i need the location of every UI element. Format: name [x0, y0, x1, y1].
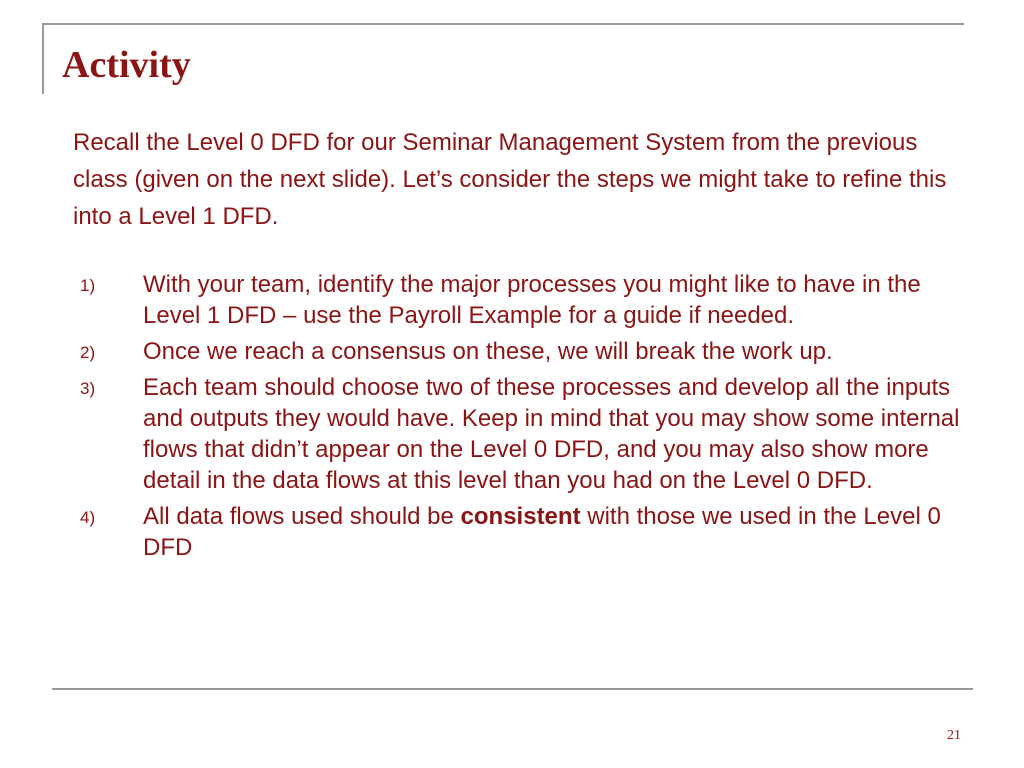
step-text-after: with those we used in the Level 0 DFD — [143, 503, 941, 561]
step-text-before: All data flows used should be — [143, 503, 461, 530]
step-text-emphasis: consistent — [460, 503, 581, 530]
list-item — [80, 501, 960, 563]
top-rule-horizontal — [42, 23, 964, 25]
step-text: Once we reach a consensus on these, we will break the work up. — [143, 338, 833, 365]
bottom-rule — [52, 688, 973, 690]
slide-title: Activity — [62, 44, 191, 86]
steps-list — [80, 269, 960, 568]
list-item — [80, 372, 960, 496]
step-number: 4) — [80, 508, 96, 527]
step-number: 3) — [80, 379, 96, 398]
top-rule-vertical — [42, 23, 44, 94]
list-item — [80, 336, 960, 367]
step-number: 2) — [80, 343, 96, 362]
step-number: 1) — [80, 276, 96, 295]
intro-paragraph: Recall the Level 0 DFD for our Seminar Management System from the previous class (given on the next slide). Let’s consider the steps we might take to refine this into a Level 1 DFD. — [73, 129, 947, 230]
step-text: Each team should choose two of these processes and develop all the inputs and outputs they would have. Keep in mind that you may show some internal flows that didn’t appear on the Level 0 DFD, and you may also show more detail in the data flows at this level than you had on the Level 0 DFD. — [143, 374, 960, 494]
list-item — [80, 269, 960, 331]
page-number: 21 — [947, 728, 961, 743]
step-text: With your team, identify the major processes you might like to have in the Level 1 DFD – use the Payroll Example for a guide if needed. — [143, 271, 921, 329]
